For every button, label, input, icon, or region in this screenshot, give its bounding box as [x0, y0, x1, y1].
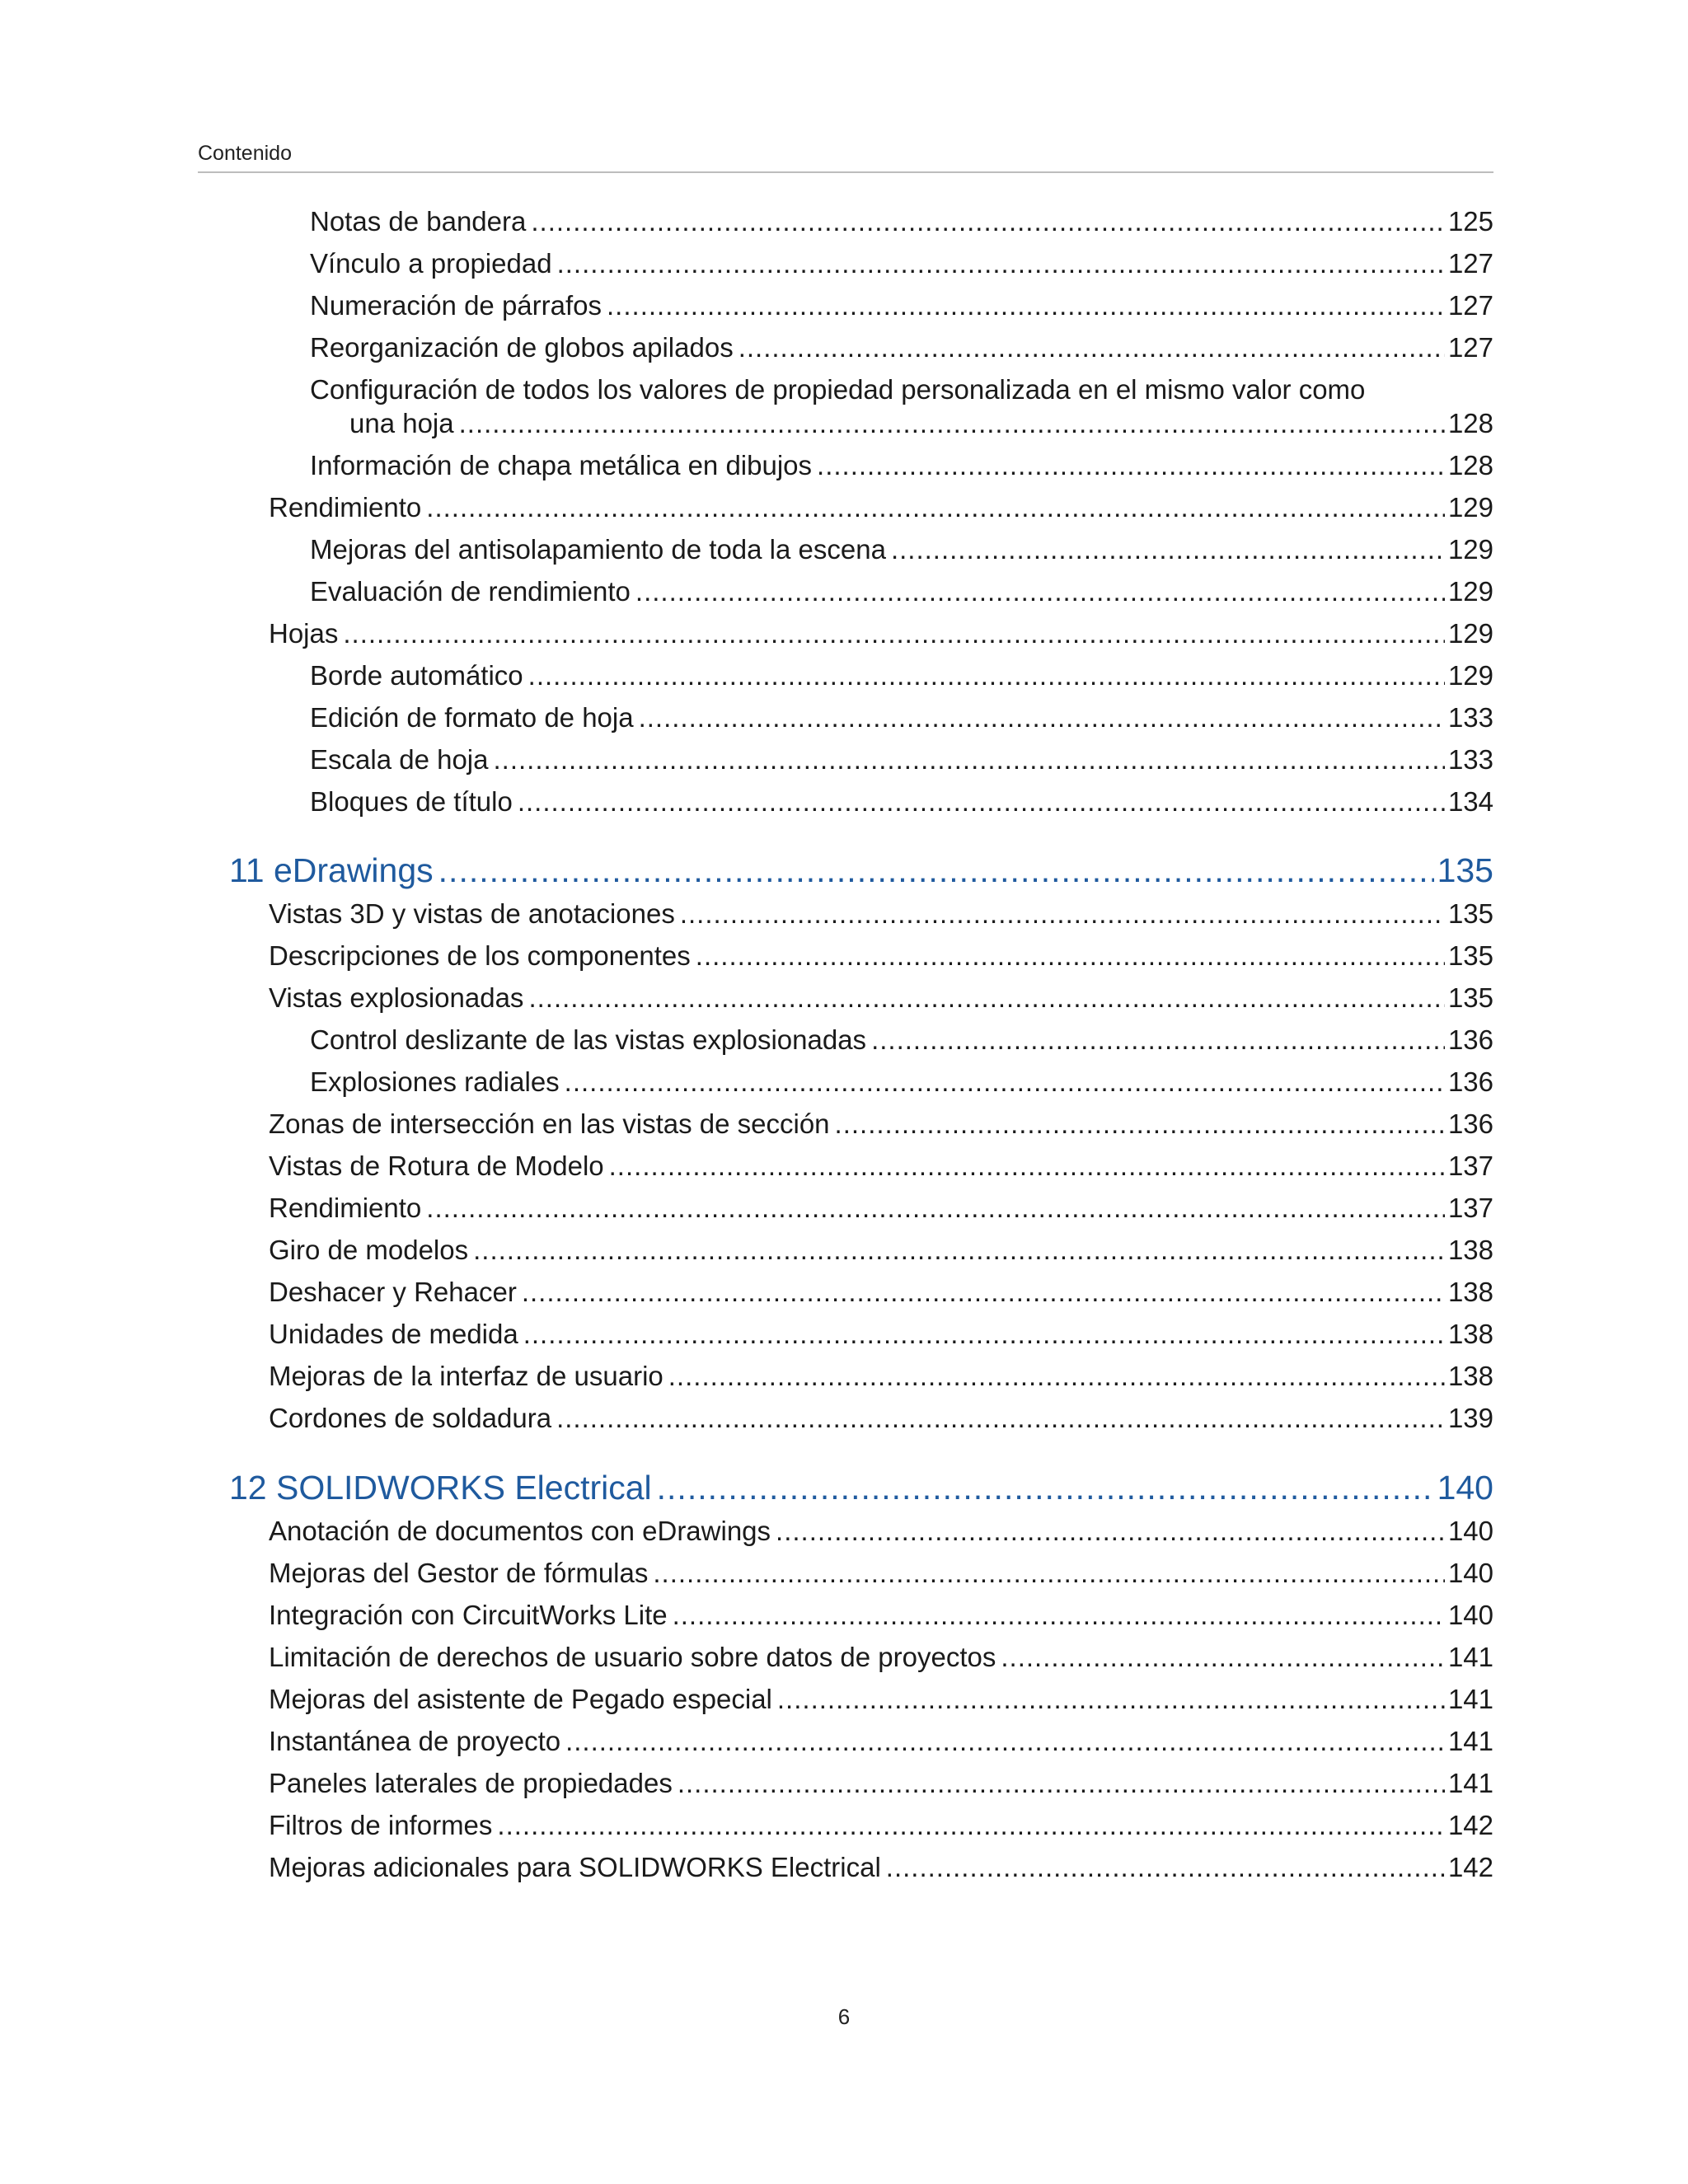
toc-entry[interactable]	[310, 573, 1493, 611]
toc-entry-title: Control deslizante de las vistas explosionadas	[310, 1024, 867, 1055]
toc-entry[interactable]	[310, 741, 1493, 779]
toc-entry-title: Bloques de título	[310, 786, 513, 817]
toc-entry[interactable]	[310, 203, 1493, 241]
toc-entry[interactable]	[269, 1849, 1493, 1886]
toc-page-number: 129	[1447, 576, 1493, 607]
toc-entry-title: Notas de bandera	[310, 206, 527, 237]
dot-leader	[871, 1021, 1445, 1059]
toc-entry[interactable]	[269, 1680, 1493, 1718]
dot-leader	[609, 1147, 1445, 1185]
dot-leader	[523, 1315, 1445, 1353]
toc-entry[interactable]	[269, 1512, 1493, 1550]
toc-page-number: 135	[1447, 982, 1493, 1013]
toc-entry[interactable]	[269, 1105, 1493, 1143]
toc-page-number: 138	[1447, 1277, 1493, 1307]
toc-entry[interactable]	[269, 979, 1493, 1017]
toc-entry-title: 12 SOLIDWORKS Electrical	[229, 1469, 652, 1507]
toc-page-number: 129	[1447, 534, 1493, 565]
toc-page-number: 136	[1447, 1024, 1493, 1055]
toc-page-number: 140	[1447, 1600, 1493, 1630]
toc-entry-title: Mejoras del asistente de Pegado especial	[269, 1684, 772, 1714]
toc-entry[interactable]	[269, 1554, 1493, 1592]
toc-entry-title: Filtros de informes	[269, 1810, 493, 1840]
toc-entry-title: Giro de modelos	[269, 1235, 469, 1265]
toc-entry-title: Zonas de intersección en las vistas de sección	[269, 1108, 830, 1139]
dot-leader	[680, 895, 1445, 933]
toc-page-number: 140	[1447, 1516, 1493, 1546]
toc-page-number: 125	[1447, 206, 1493, 237]
toc-entry-title: Vistas 3D y vistas de anotaciones	[269, 898, 675, 929]
dot-leader	[497, 1807, 1445, 1844]
dot-leader	[343, 615, 1445, 653]
dot-leader	[528, 979, 1445, 1017]
toc-entry[interactable]	[269, 1638, 1493, 1676]
dot-leader	[635, 573, 1445, 611]
toc-entry[interactable]	[310, 447, 1493, 485]
toc-page-number: 139	[1447, 1403, 1493, 1433]
dot-leader	[607, 287, 1445, 325]
dot-leader	[531, 203, 1445, 241]
toc-entry-title: Descripciones de los componentes	[269, 940, 691, 971]
toc-entry-title: Rendimiento	[269, 492, 422, 523]
toc-entry-title: Edición de formato de hoja	[310, 702, 634, 733]
toc-page-number: 138	[1447, 1319, 1493, 1349]
toc-entry-title: Deshacer y Rehacer	[269, 1277, 517, 1307]
toc-page-number: 137	[1447, 1193, 1493, 1223]
toc-page-number: 140	[1447, 1558, 1493, 1588]
toc-page-number: 142	[1447, 1810, 1493, 1840]
toc-entry[interactable]	[269, 1722, 1493, 1760]
toc-entry[interactable]	[269, 1147, 1493, 1185]
dot-leader	[1001, 1638, 1445, 1676]
toc-entry[interactable]	[269, 895, 1493, 933]
toc-page-number: 129	[1447, 492, 1493, 523]
toc-entry[interactable]	[310, 329, 1493, 367]
dot-leader	[518, 783, 1445, 821]
dot-leader	[459, 405, 1445, 443]
dot-leader	[493, 741, 1444, 779]
dot-leader	[817, 447, 1445, 485]
toc-page-number: 127	[1447, 248, 1493, 279]
toc-entry-title: Integración con CircuitWorks Lite	[269, 1600, 668, 1630]
dot-leader	[556, 1399, 1445, 1437]
toc-page-number: 141	[1447, 1726, 1493, 1756]
toc-entry-title: Borde automático	[310, 660, 523, 691]
toc-entry-title: Vistas de Rotura de Modelo	[269, 1151, 604, 1181]
dot-leader	[653, 1554, 1445, 1592]
toc-page-number: 128	[1447, 450, 1493, 480]
toc-page-number: 135	[1447, 940, 1493, 971]
toc-entry-title: Paneles laterales de propiedades	[269, 1768, 673, 1798]
toc-page-number: 136	[1447, 1108, 1493, 1139]
toc-entry-title: Mejoras de la interfaz de usuario	[269, 1361, 663, 1391]
toc-entry-title: Evaluación de rendimiento	[310, 576, 631, 607]
toc-entry-title: Información de chapa metálica en dibujos	[310, 450, 813, 480]
toc-chapter[interactable]	[229, 1465, 1493, 1511]
dot-leader	[565, 1722, 1445, 1760]
toc-page-number: 129	[1447, 618, 1493, 649]
toc-entry-text-wrapped[interactable]: Configuración de todos los valores de propiedad personalizada en el mismo valor como	[310, 374, 1366, 405]
toc-entry[interactable]	[310, 699, 1493, 737]
toc-page-number: 142	[1447, 1852, 1493, 1882]
toc-entry-title: Explosiones radiales	[310, 1066, 560, 1097]
toc-entry-title: Instantánea de proyecto	[269, 1726, 561, 1756]
toc-entry-title: Mejoras del antisolapamiento de toda la escena	[310, 534, 886, 565]
toc-entry-title: Vistas explosionadas	[269, 982, 524, 1013]
dot-leader	[738, 329, 1445, 367]
toc-entry-title: Reorganización de globos apilados	[310, 332, 734, 363]
dot-leader	[528, 657, 1445, 695]
toc-entry[interactable]	[310, 657, 1493, 695]
toc-entry[interactable]	[269, 489, 1493, 527]
dot-leader	[696, 937, 1445, 975]
dot-leader	[835, 1105, 1445, 1143]
toc-entry[interactable]	[269, 1189, 1493, 1227]
toc-page-number: 135	[1437, 851, 1493, 889]
toc-page-number: 136	[1447, 1066, 1493, 1097]
toc-page-number: 140	[1437, 1469, 1493, 1507]
dot-leader	[565, 1063, 1445, 1101]
dot-leader	[522, 1273, 1445, 1311]
dot-leader	[673, 1596, 1445, 1634]
toc-page-number: 138	[1447, 1361, 1493, 1391]
toc-entry-title: Escala de hoja	[310, 744, 489, 775]
toc-entry[interactable]	[269, 1399, 1493, 1437]
toc-entry[interactable]	[269, 1807, 1493, 1844]
toc-entry[interactable]	[310, 783, 1493, 821]
toc-entry-title: Mejoras del Gestor de fórmulas	[269, 1558, 649, 1588]
toc-page-number: 137	[1447, 1151, 1493, 1181]
toc-page-number: 134	[1447, 786, 1493, 817]
dot-leader	[678, 1765, 1445, 1802]
toc-page-number: 127	[1447, 290, 1493, 321]
dot-leader	[886, 1849, 1445, 1886]
dot-leader	[777, 1680, 1445, 1718]
toc-entry-title: Vínculo a propiedad	[310, 248, 552, 279]
dot-leader	[891, 531, 1445, 569]
toc-entry[interactable]	[269, 937, 1493, 975]
dot-leader	[473, 1231, 1445, 1269]
toc-entry[interactable]	[310, 1021, 1493, 1059]
page-number: 6	[837, 2004, 851, 2029]
toc-entry-title: Mejoras adicionales para SOLIDWORKS Electrical	[269, 1852, 881, 1882]
toc-page-number: 138	[1447, 1235, 1493, 1265]
dot-leader	[776, 1512, 1445, 1550]
dot-leader	[426, 489, 1445, 527]
dot-leader	[657, 1465, 1434, 1511]
toc-entry-title: Rendimiento	[269, 1193, 422, 1223]
toc-entry[interactable]	[269, 1765, 1493, 1802]
toc-entry[interactable]	[269, 1273, 1493, 1311]
toc-chapter[interactable]	[229, 847, 1493, 893]
toc-page-number: 129	[1447, 660, 1493, 691]
dot-leader	[639, 699, 1445, 737]
toc-entry-title: Anotación de documentos con eDrawings	[269, 1516, 771, 1546]
toc-entry[interactable]	[269, 1357, 1493, 1395]
toc-entry-title: 11 eDrawings	[229, 851, 434, 889]
toc-entry[interactable]	[269, 615, 1493, 653]
header-label: Contenido	[198, 142, 292, 165]
toc-entry-title: Unidades de medida	[269, 1319, 518, 1349]
toc-entry[interactable]	[310, 287, 1493, 325]
dot-leader	[668, 1357, 1445, 1395]
toc-page-number: 141	[1447, 1684, 1493, 1714]
toc-entry[interactable]	[310, 1063, 1493, 1101]
toc-entry-title: una hoja	[349, 408, 454, 438]
toc-entry-title: Limitación de derechos de usuario sobre datos de proyectos	[269, 1642, 996, 1672]
toc-entry[interactable]	[310, 531, 1493, 569]
toc-page-number: 135	[1447, 898, 1493, 929]
toc-page-number: 127	[1447, 332, 1493, 363]
dot-leader	[557, 245, 1445, 283]
toc-entry-title: Hojas	[269, 618, 339, 649]
toc-page-number: 133	[1447, 744, 1493, 775]
toc-page-number: 128	[1447, 408, 1493, 438]
dot-leader	[438, 847, 1434, 893]
toc-entry-title: Numeración de párrafos	[310, 290, 603, 321]
toc-entry-title: Cordones de soldadura	[269, 1403, 552, 1433]
toc-entry[interactable]	[349, 405, 1493, 443]
toc-page-number: 141	[1447, 1642, 1493, 1672]
toc-page-number: 141	[1447, 1768, 1493, 1798]
toc-page-number: 133	[1447, 702, 1493, 733]
dot-leader	[426, 1189, 1445, 1227]
toc-entry[interactable]	[269, 1596, 1493, 1634]
toc-entry[interactable]	[269, 1315, 1493, 1353]
toc-entry[interactable]	[310, 245, 1493, 283]
toc-entry[interactable]	[269, 1231, 1493, 1269]
